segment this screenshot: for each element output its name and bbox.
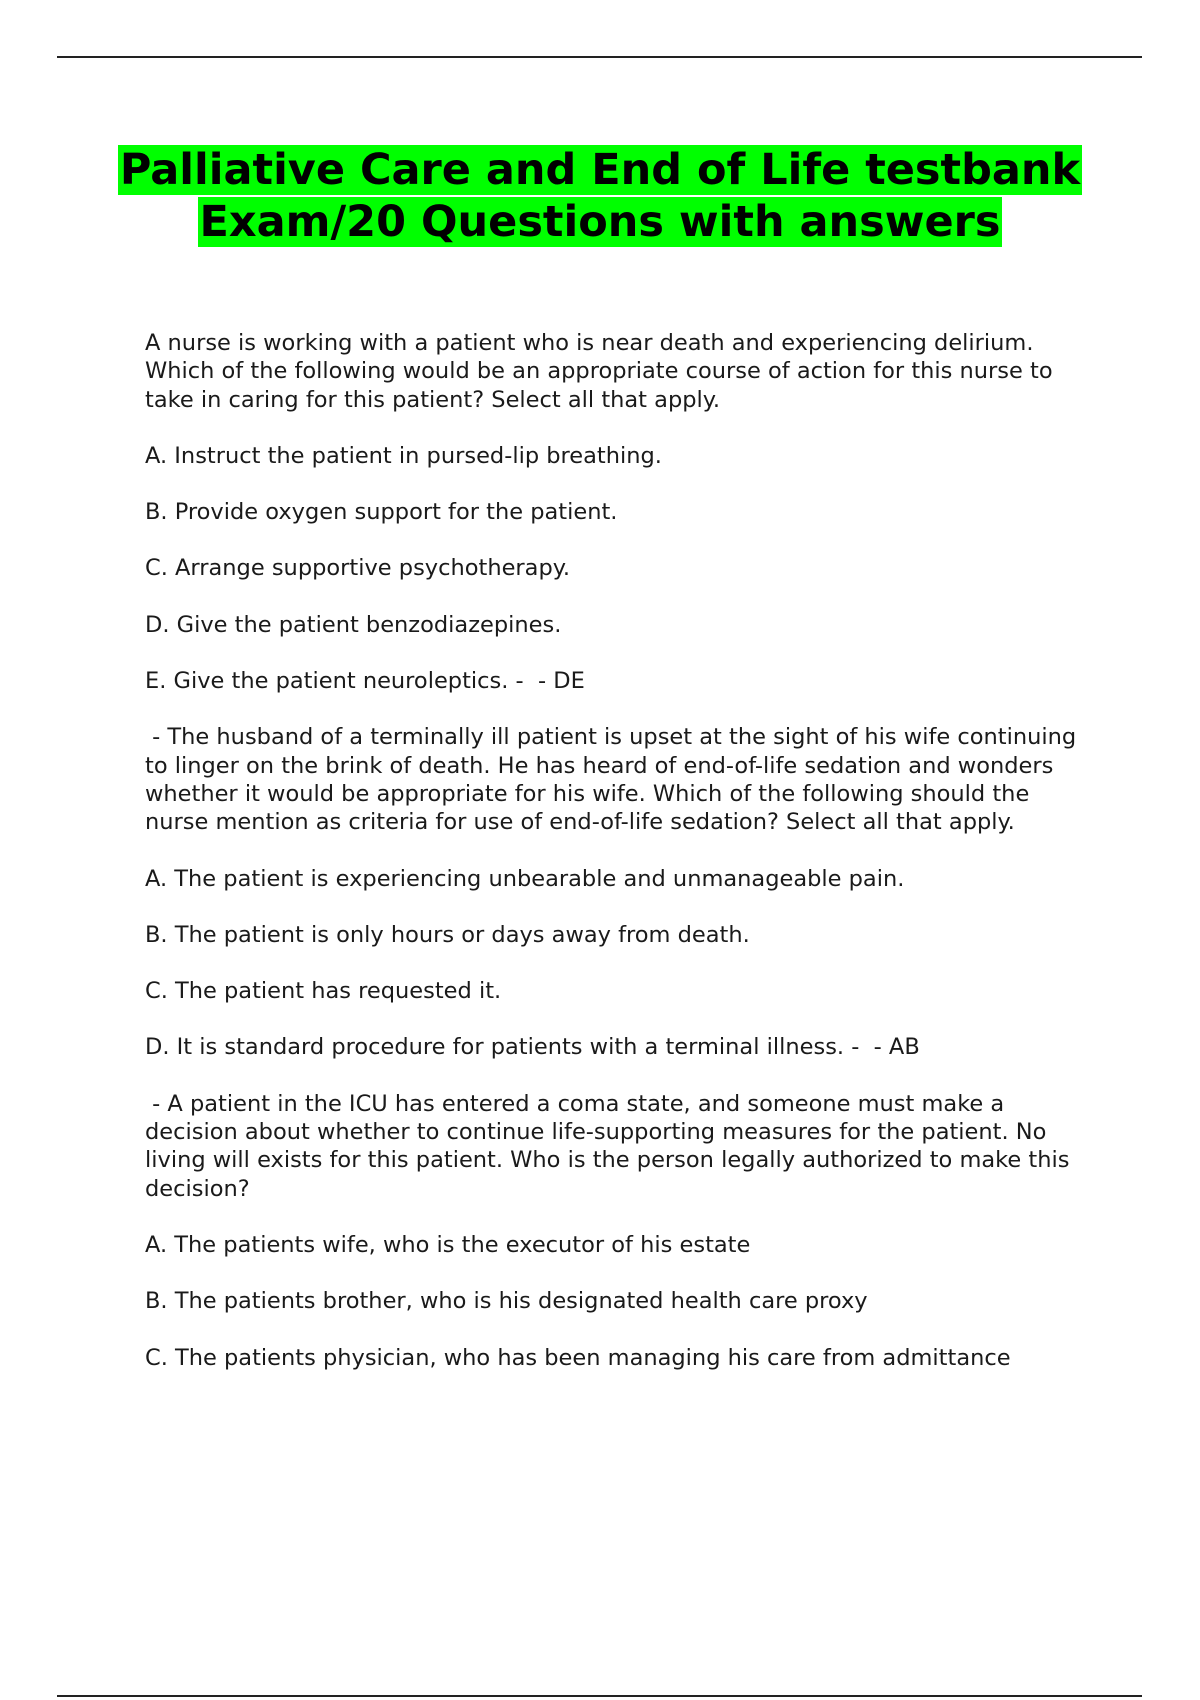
question-1-option-a: A. Instruct the patient in pursed-lip breathing. [145, 442, 662, 469]
document-body [145, 329, 1095, 1400]
question-2-stem: - The husband of a terminally ill patient is upset at the sight of his wife continuing to linger on the brink of death. He has heard of end-of-life sedation and wonders whether it would be appropriate for his wife. Which of the following should the nurse mention as criteria for use of end-of-life sedation? Select all that apply. [145, 724, 1084, 836]
question-3-option-c: C. The patients physician, who has been managing his care from admittance [145, 1344, 1011, 1371]
question-3-option-a: A. The patients wife, who is the executor of his estate [145, 1231, 751, 1258]
question-1-option-e: E. Give the patient neuroleptics. - - DE [145, 668, 585, 695]
bottom-rule [57, 1695, 1142, 1697]
document-title [100, 144, 1100, 248]
question-1-stem: A nurse is working with a patient who is near death and experiencing delirium. Which of the following would be an appropriate course of action for this nurse to take in caring for this patient? Select all that apply. [145, 330, 1060, 413]
document-title-text: Palliative Care and End of Life testbank Exam/20 Questions with answers [119, 145, 1081, 247]
question-1-option-d: D. Give the patient benzodiazepines. [145, 611, 562, 638]
question-2-option-b: B. The patient is only hours or days away from death. [145, 921, 750, 948]
question-1-option-c: C. Arrange supportive psychotherapy. [145, 555, 571, 582]
title-block [100, 144, 1100, 248]
question-2-option-d: D. It is standard procedure for patients with a terminal illness. - - AB [145, 1034, 920, 1061]
question-2-option-c: C. The patient has requested it. [145, 978, 502, 1005]
question-3-option-b: B. The patients brother, who is his designated health care proxy [145, 1288, 868, 1315]
top-rule [57, 56, 1142, 58]
question-1-option-b: B. Provide oxygen support for the patient. [145, 499, 618, 526]
question-3-stem: - A patient in the ICU has entered a coma state, and someone must make a decision about whether to continue life-supporting measures for the patient. No living will exists for this patient. Who is the person legally authorized to make this decision? [145, 1090, 1077, 1202]
question-2-option-a: A. The patient is experiencing unbearable and unmanageable pain. [145, 865, 905, 892]
